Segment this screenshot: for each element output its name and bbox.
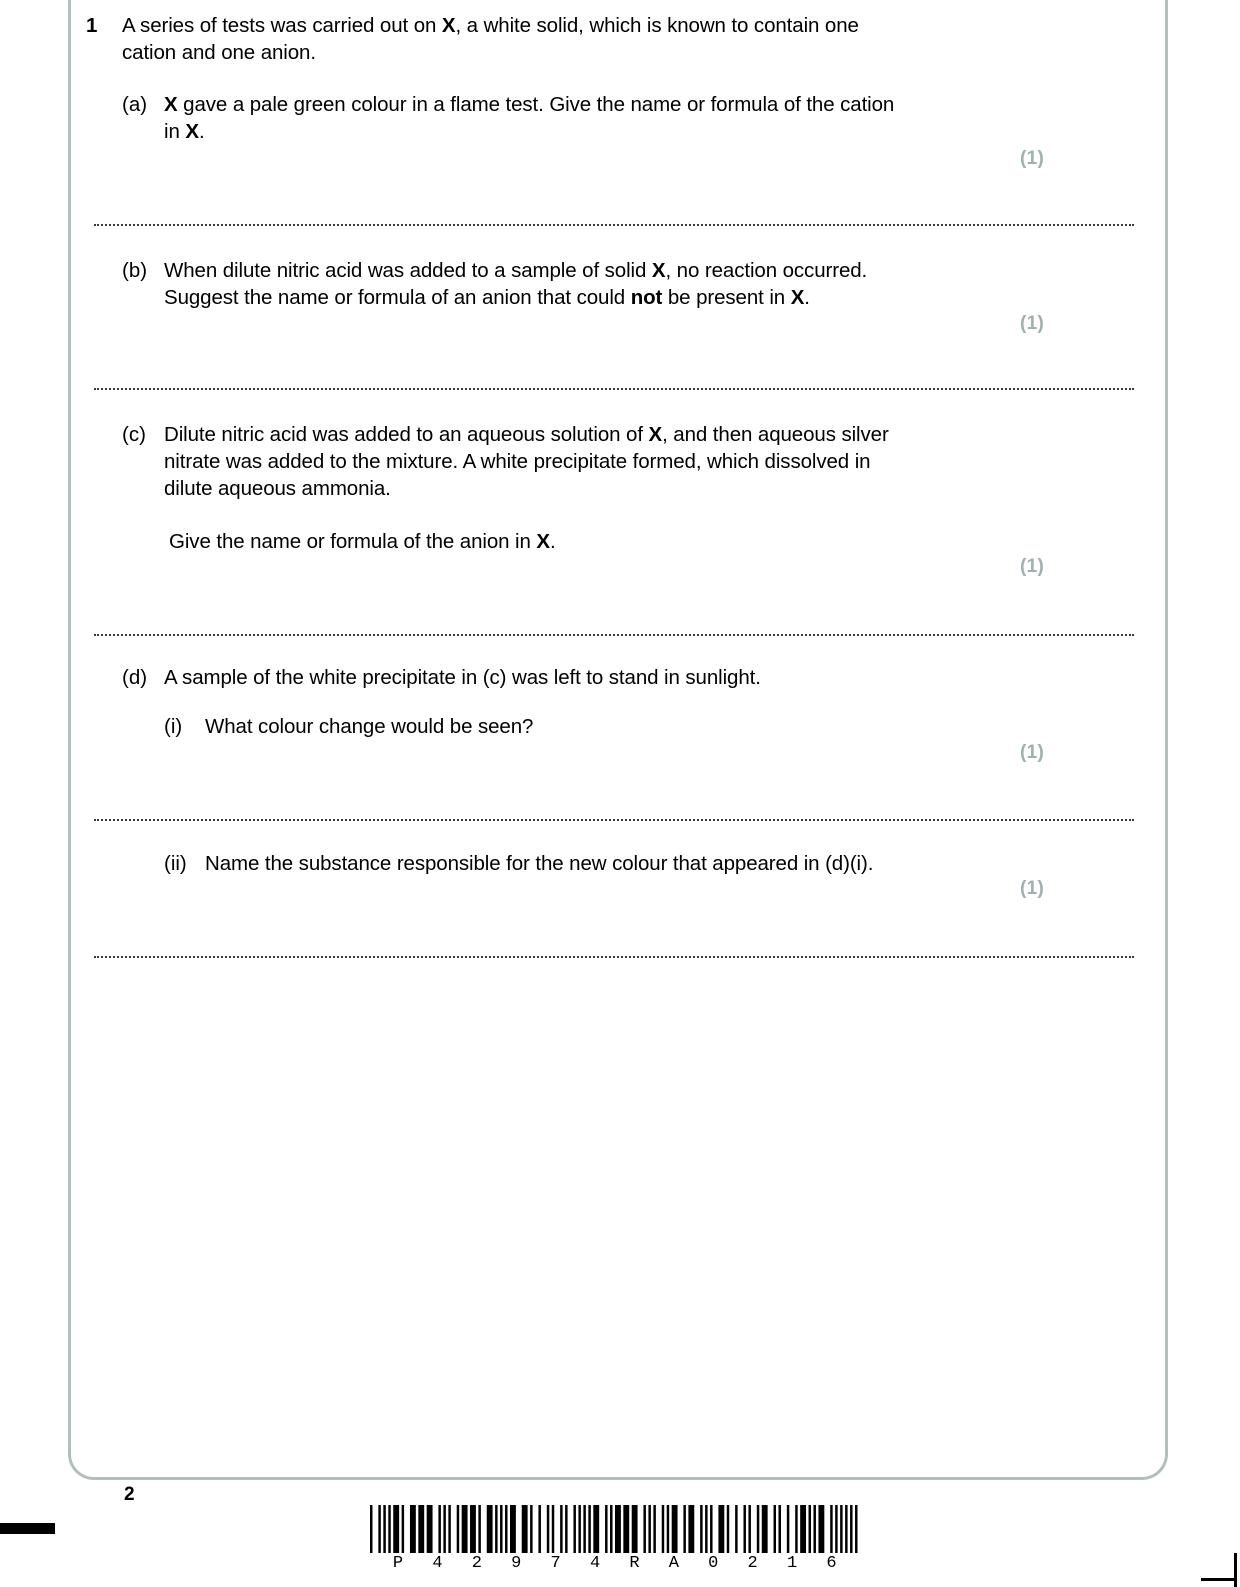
question-stem-text-1: A series of tests was carried out on	[122, 14, 442, 37]
question-stem	[122, 12, 1067, 66]
part-d-label: (d)	[122, 666, 148, 689]
answer-line-separator-5	[94, 956, 1134, 958]
registration-mark-right-vertical	[1234, 1553, 1237, 1587]
part-a-text-1: gave a pale green colour in a flame test. Give the name or formula of the cation	[177, 93, 895, 116]
page-number: 2	[124, 1484, 135, 1505]
part-a-text-bold-x1: X	[164, 93, 178, 116]
part-b-text-bold-x1: X	[651, 259, 666, 282]
registration-mark-left	[0, 1523, 55, 1534]
question-content	[68, 0, 1168, 1520]
part-c-subtext	[169, 528, 1074, 555]
part-c-label: (c)	[122, 423, 146, 446]
part-d-i-marks: (1)	[1020, 742, 1045, 763]
registration-mark-right-horizontal	[1201, 1578, 1237, 1581]
barcode-bars-icon	[370, 1505, 860, 1553]
barcode	[370, 1505, 860, 1573]
part-c-subtext-1: Give the name or formula of the anion in	[169, 530, 537, 553]
part-b-text-3: Suggest the name or formula of an anion that could	[164, 286, 631, 310]
part-b-label: (b)	[122, 259, 148, 282]
part-b-text-bold-x2: X	[790, 286, 805, 310]
part-b-text-bold-not: not	[630, 286, 663, 310]
part-c-subtext-2: .	[549, 530, 556, 553]
part-a-text	[164, 91, 1069, 145]
part-a-text-3: .	[198, 120, 205, 144]
part-c-text-2: , and then aqueous silver	[662, 423, 889, 446]
part-b-text-2: , no reaction occurred.	[665, 259, 868, 282]
question-stem-bold-x: X	[441, 14, 456, 37]
answer-line-separator-1	[94, 224, 1134, 226]
part-a-text-2: in	[164, 120, 186, 144]
part-c-text	[164, 421, 1069, 502]
part-a-text-bold-x2: X	[185, 120, 199, 144]
barcode-text: P 4 2 9 7 4 R A 0 2 1 6	[392, 1554, 847, 1573]
registration-mark-right	[1204, 1553, 1240, 1587]
part-d-ii-marks: (1)	[1020, 878, 1045, 899]
question-number: 1	[86, 14, 98, 37]
answer-line-separator-4	[94, 819, 1134, 821]
part-c-text-4: dilute aqueous ammonia.	[164, 477, 391, 501]
part-b-marks: (1)	[1020, 313, 1045, 334]
part-b-text	[164, 257, 1069, 311]
part-d-text: A sample of the white precipitate in (c) was left to stand in sunlight.	[164, 666, 761, 689]
part-c-text-bold-x1: X	[648, 423, 663, 446]
answer-line-separator-3	[94, 634, 1134, 636]
part-d-i-label: (i)	[164, 715, 183, 738]
part-d-i-text: What colour change would be seen?	[205, 715, 534, 738]
part-d-ii-text: Name the substance responsible for the new colour that appeared in (d)(i).	[205, 852, 874, 875]
question-stem-text-2: , a white solid, which is known to contain one	[455, 14, 859, 37]
part-c-text-3: nitrate was added to the mixture. A white precipitate formed, which dissolved in	[164, 450, 871, 474]
part-a-marks: (1)	[1020, 148, 1045, 169]
part-c-text-1: Dilute nitric acid was added to an aqueous solution of	[164, 423, 649, 446]
part-b-text-1: When dilute nitric acid was added to a sample of solid	[164, 259, 652, 282]
part-c-subtext-bold-x: X	[536, 530, 550, 553]
question-stem-text-3: cation and one anion.	[122, 41, 316, 65]
part-a-label: (a)	[122, 93, 148, 116]
part-c-marks: (1)	[1020, 556, 1045, 577]
answer-line-separator-2	[94, 388, 1134, 390]
part-b-text-4: be present in	[662, 286, 791, 310]
part-b-text-5: .	[804, 286, 810, 310]
part-d-ii-label: (ii)	[164, 852, 187, 875]
